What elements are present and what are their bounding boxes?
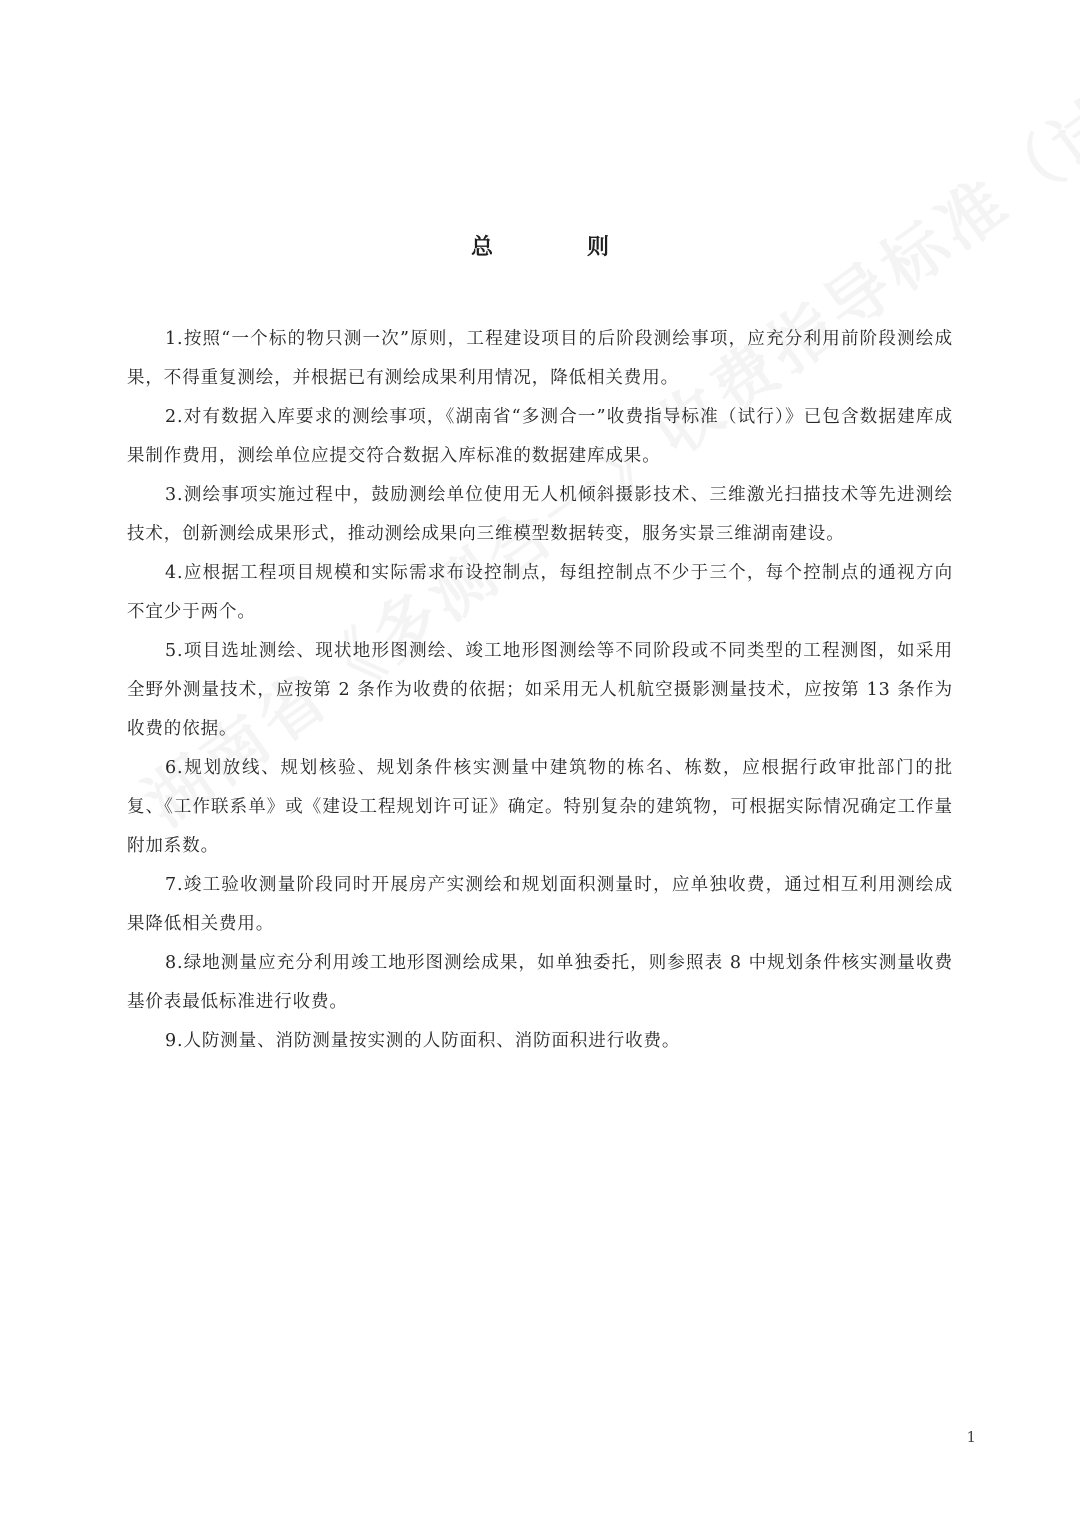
paragraph-8: 8.绿地测量应充分利用竣工地形图测绘成果，如单独委托，则参照表 8 中规划条件核实测量收费基价表最低标准进行收费。 <box>127 953 953 1012</box>
paragraph-5: 5.项目选址测绘、现状地形图测绘、竣工地形图测绘等不同阶段或不同类型的工程测图，如采用全野外测量技术，应按第 2 条作为收费的依据；如采用无人机航空摄影测量技术，应按第 13 条作为收费的依据。 <box>127 641 953 739</box>
paragraph-1: 1.按照“一个标的物只测一次”原则，工程建设项目的后阶段测绘事项，应充分利用前阶段测绘成果，不得重复测绘，并根据已有测绘成果利用情况，降低相关费用。 <box>127 329 953 388</box>
paragraph-2: 2.对有数据入库要求的测绘事项，《湖南省“多测合一”收费指导标准（试行）》已包含数据建库成果制作费用，测绘单位应提交符合数据入库标准的数据建库成果。 <box>127 407 953 466</box>
page-number: 1 <box>966 1428 976 1446</box>
paragraph-9: 9.人防测量、消防测量按实测的人防面积、消防面积进行收费。 <box>165 1031 681 1051</box>
paragraph-7: 7.竣工验收测量阶段同时开展房产实测绘和规划面积测量时，应单独收费，通过相互利用测绘成果降低相关费用。 <box>127 875 953 934</box>
paragraph-4: 4.应根据工程项目规模和实际需求布设控制点，每组控制点不少于三个，每个控制点的通视方向不宜少于两个。 <box>127 563 953 622</box>
paragraph-6: 6.规划放线、规划核验、规划条件核实测量中建筑物的栋名、栋数，应根据行政审批部门的批复、《工作联系单》或《建设工程规划许可证》确定。特别复杂的建筑物，可根据实际情况确定工作量附加系数。 <box>127 758 953 856</box>
page-title: 总 则 <box>470 235 645 260</box>
paragraph-3: 3.测绘事项实施过程中，鼓励测绘单位使用无人机倾斜摄影技术、三维激光扫描技术等先进测绘技术，创新测绘成果形式，推动测绘成果向三维模型数据转变，服务实景三维湖南建设。 <box>127 485 953 544</box>
document-body <box>127 320 953 1061</box>
